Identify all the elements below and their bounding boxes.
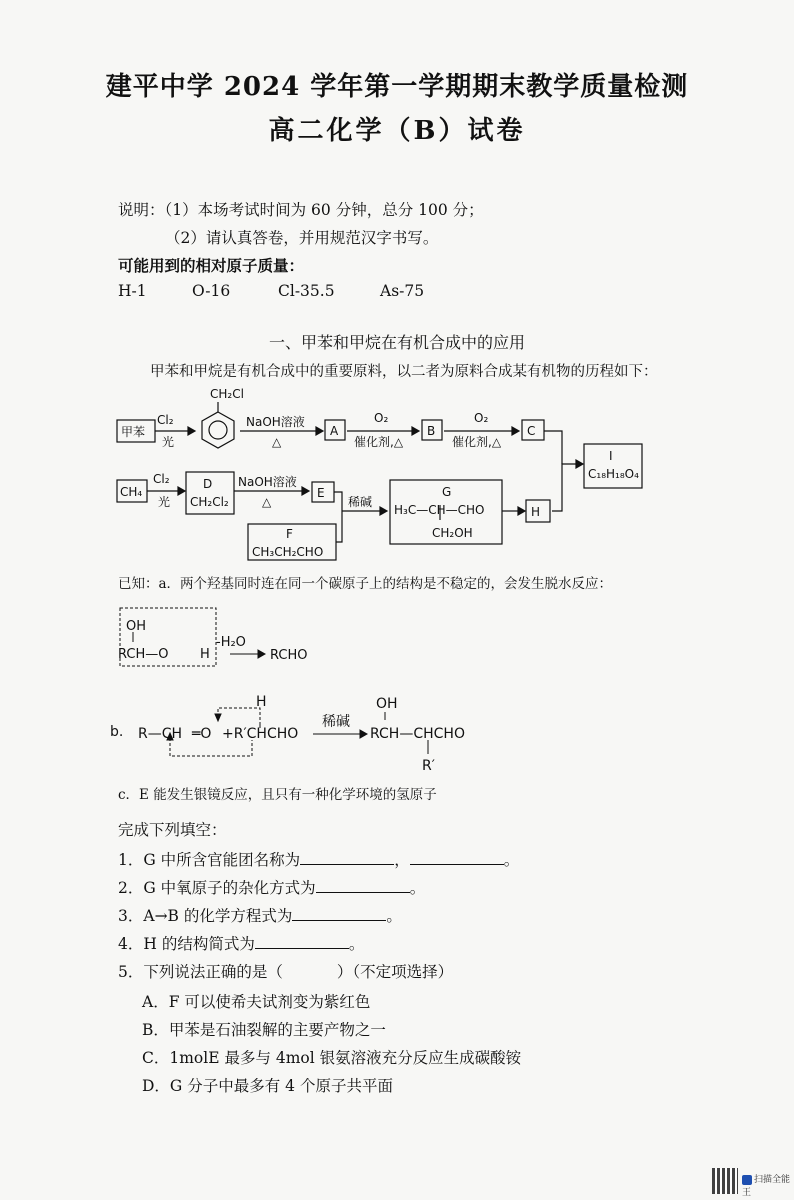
section-title: 一、甲苯和甲烷在有机合成中的应用 [268,333,525,352]
scheme-light-top: 光 [162,435,175,449]
known-c: c．E 能发生银镜反应，且只有一种化学环境的氢原子 [118,787,437,803]
question-4: 4．H 的结构简式为 。 [118,935,365,953]
rxn-b-left: R—CH [138,726,183,742]
rxn-a-minus-h2o: -H₂O [216,635,246,650]
rxn-b-r-prime: R′ [422,758,435,774]
question-1: 1．G 中所含官能团名称为 ， 。 [118,851,520,869]
rxn-b-h: H [256,694,267,710]
scheme-g-ch2oh: CH₂OH [432,526,473,540]
atomic-mass-cl: Cl-35.5 [278,282,335,300]
scanner-logo-icon [742,1175,752,1185]
scheme-box-c: C [527,424,536,438]
rxn-b-eq: ═O [192,726,212,742]
scheme-g-structure: H₃C—CH—CHO [394,503,485,517]
rxn-a-oh: OH [126,619,147,634]
scheme-o2-2: O₂ [474,411,489,425]
scanner-watermark: 扫描全能王 [742,1175,791,1198]
scheme-f-formula: CH₃CH₂CHO [252,545,324,559]
synthesis-scheme-diagram [0,380,794,570]
atomic-mass-as: As-75 [380,282,425,300]
scheme-d-formula: CH₂Cl₂ [190,495,229,509]
answer-blank-1b[interactable] [410,850,504,865]
rxn-a-left: RCH—O [118,647,169,662]
scheme-cl2-top: Cl₂ [157,413,174,427]
scheme-box-e: E [317,486,325,500]
answer-blank-1a[interactable] [300,850,394,865]
scheme-box-a: A [330,424,339,438]
answer-blank-2[interactable] [316,878,410,893]
rxn-b-label: b. [110,724,124,740]
scheme-dilute-base: 稀碱 [348,495,373,509]
answer-blank-4[interactable] [255,934,349,949]
scheme-light-bottom: 光 [158,495,171,509]
reaction-b-diagram [110,690,510,780]
scheme-ch4: CH₄ [120,485,143,499]
atomic-mass-label: 可能用到的相对原子质量： [118,256,305,275]
scheme-box-b: B [427,424,436,438]
atomic-mass-o: O-16 [192,282,231,300]
qr-code-icon [712,1168,738,1194]
rxn-a-product: RCHO [270,648,308,663]
scheme-ch2cl: CH₂Cl [210,387,244,401]
scheme-o2-1: O₂ [374,411,389,425]
option-b: B．甲苯是石油裂解的主要产物之一 [142,1021,386,1039]
known-a: 已知：a．两个羟基同时连在同一个碳原子上的结构是不稳定的，会发生脱水反应： [118,576,613,592]
section-intro: 甲苯和甲烷是有机合成中的重要原料，以二者为原料合成某有机物的历程如下： [150,364,658,380]
scheme-box-g: G [442,485,452,499]
complete-instruction: 完成下列填空： [118,821,227,839]
instruction-line-2: （2）请认真答卷，并用规范汉字书写。 [165,229,439,247]
answer-blank-3[interactable] [292,906,386,921]
scheme-catalyst-2: 催化剂,△ [452,435,502,449]
scheme-box-h: H [531,505,541,519]
scheme-box-d: D [203,477,213,491]
question-3: 3．A→B 的化学方程式为 。 [118,907,402,925]
question-2: 2．G 中氧原子的杂化方式为 。 [118,879,426,897]
scheme-catalyst-1: 催化剂,△ [354,435,404,449]
scheme-box-i: I [609,449,613,463]
instruction-line-1: 说明：（1）本场考试时间为 60 分钟，总分 100 分； [118,201,484,219]
rxn-b-condition: 稀碱 [322,714,350,730]
scheme-cl2-bottom: Cl₂ [153,472,170,486]
exam-title: 建平中学 2024 学年第一学期期末教学质量检测 [105,72,689,102]
question-5: 5．下列说法正确的是（ ）（不定项选择） [118,963,454,981]
atomic-mass-h: H-1 [118,282,147,300]
scheme-naoh-top: NaOH溶液 [246,415,305,429]
rxn-a-h: H [200,647,210,662]
rxn-b-plus: +R′CHCHO [222,726,299,742]
scheme-delta-bottom: △ [262,495,272,509]
scheme-box-f: F [286,527,293,541]
rxn-b-oh: OH [376,696,398,712]
scheme-i-formula: C₁₈H₁₈O₄ [588,467,639,481]
option-d: D．G 分子中最多有 4 个原子共平面 [142,1077,393,1095]
option-a: A．F 可以使希夫试剂变为紫红色 [142,993,371,1011]
exam-subtitle: 高二化学（B）试卷 [268,116,526,146]
option-c: C．1molE 最多与 4mol 银氨溶液充分反应生成碳酸铵 [142,1049,522,1067]
scheme-delta-top: △ [272,435,282,449]
rxn-b-product: RCH—CHCHO [370,726,465,742]
scheme-toluene: 甲苯 [121,425,146,439]
reaction-a-diagram [110,600,370,680]
scheme-naoh-bottom: NaOH溶液 [238,475,297,489]
